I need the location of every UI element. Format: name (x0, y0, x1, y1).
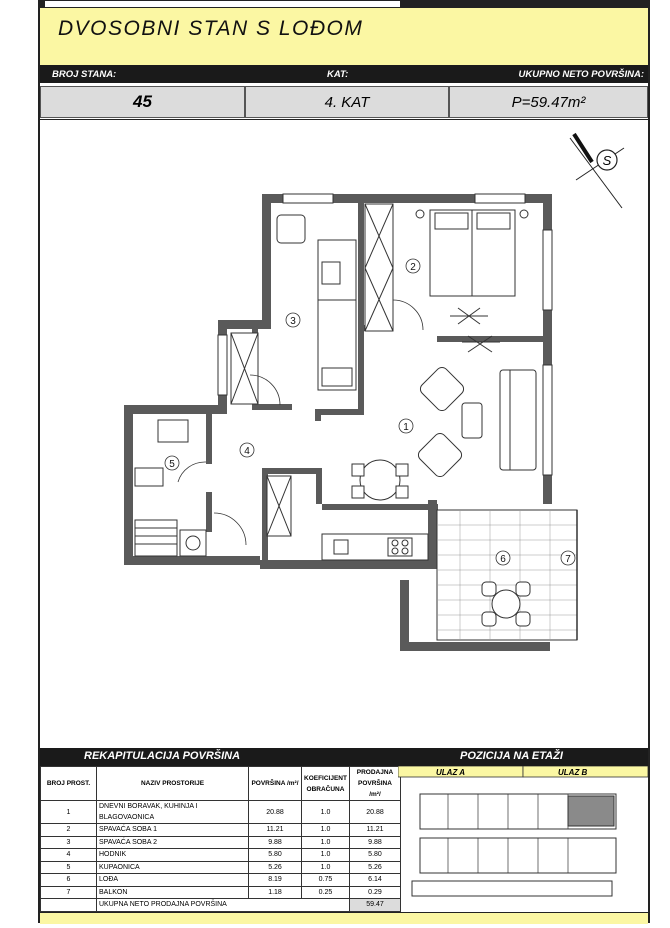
desk-and-chair (277, 215, 356, 390)
total-label: UKUPNA NETO PRODAJNA POVRŠINA (97, 899, 350, 912)
room-marker-6: 6 (500, 554, 506, 565)
table-cell: 0.75 (302, 874, 350, 887)
table-total-row (41, 899, 401, 912)
recap-header-bar (40, 748, 648, 766)
table-cell: 5.80 (249, 849, 302, 862)
table-cell: 5.26 (249, 861, 302, 874)
table-cell: 1.0 (302, 801, 350, 824)
room-marker-1: 1 (403, 422, 409, 433)
floor-value: 4. KAT (245, 86, 449, 118)
table-row (41, 836, 401, 849)
column-header: KOEFICIJENT OBRAČUNA (302, 767, 350, 801)
bottom-strip (40, 912, 648, 924)
entrance-a-label: ULAZ A (436, 768, 466, 777)
apartment-number: 45 (40, 86, 245, 118)
table-cell: KUPAONICA (97, 861, 249, 874)
table-cell: 20.88 (349, 801, 400, 824)
table-cell: 4 (41, 849, 97, 862)
area-recap-table (40, 766, 401, 912)
double-bed (416, 210, 528, 352)
table-cell: 0.29 (349, 886, 400, 899)
table-cell: 1.0 (302, 849, 350, 862)
table-row (41, 849, 401, 862)
table-cell: 9.88 (249, 836, 302, 849)
total-value: 59.47 (349, 899, 400, 912)
floor-position-diagram (398, 766, 648, 923)
entrance-b-label: ULAZ B (558, 768, 588, 777)
position-title: POZICIJA NA ETAŽI (460, 750, 563, 762)
area-value: P=59.47m² (449, 86, 648, 118)
table-cell: 9.88 (349, 836, 400, 849)
table-cell: SPAVAĆA SOBA 2 (97, 836, 249, 849)
apartment-number-label: BROJ STANA: (52, 69, 117, 80)
column-header: BROJ PROST. (41, 767, 97, 801)
kitchen-counter (322, 534, 428, 560)
table-row (41, 861, 401, 874)
table-cell: DNEVNI BORAVAK, KUHINJA I BLAGOVAONICA (97, 801, 249, 824)
table-cell: BALKON (97, 886, 249, 899)
table-cell: 5.80 (349, 849, 400, 862)
table-cell: 1.0 (302, 836, 350, 849)
floor-plan (40, 120, 648, 745)
room-marker-2: 2 (410, 262, 416, 273)
table-header-row (41, 767, 401, 801)
table-cell: 6 (41, 874, 97, 887)
table-cell: 11.21 (349, 824, 400, 837)
column-header: NAZIV PROSTORIJE (97, 767, 249, 801)
table-cell: 2 (41, 824, 97, 837)
column-header: PRODAJNA POVRŠINA /m²/ (349, 767, 400, 801)
bathroom-fixtures (135, 420, 206, 556)
area-label: UKUPNO NETO POVRŠINA: (518, 69, 644, 80)
apartment-highlight (568, 796, 614, 826)
table-cell: 1.0 (302, 824, 350, 837)
table-cell: 8.19 (249, 874, 302, 887)
table-cell: 1.0 (302, 861, 350, 874)
loggia (400, 510, 577, 651)
table-row (41, 801, 401, 824)
table-cell: 20.88 (249, 801, 302, 824)
floor-plan-drawing (40, 120, 648, 745)
table-row (41, 874, 401, 887)
table-cell: 1.18 (249, 886, 302, 899)
table-cell: 1 (41, 801, 97, 824)
compass-letter: S (602, 153, 612, 168)
table-cell: 0.25 (302, 886, 350, 899)
table-cell: 5 (41, 861, 97, 874)
recap-title: REKAPITULACIJA POVRŠINA (84, 750, 241, 762)
room-marker-3: 3 (290, 316, 296, 327)
room-marker-7: 7 (565, 554, 571, 565)
table-cell: 7 (41, 886, 97, 899)
floor-label: KAT: (327, 69, 349, 80)
table-cell: 3 (41, 836, 97, 849)
table-row (41, 886, 401, 899)
table-cell: SPAVAĆA SOBA 1 (97, 824, 249, 837)
column-header: POVRŠINA /m²/ (249, 767, 302, 801)
north-arrow-icon (570, 134, 624, 208)
table-cell: LOĐA (97, 874, 249, 887)
info-values-row (40, 83, 648, 120)
info-header-bar (40, 65, 648, 83)
room-marker-4: 4 (244, 446, 250, 457)
table-cell: 11.21 (249, 824, 302, 837)
living-furniture (352, 365, 536, 500)
page-title: DVOSOBNI STAN S LOĐOM (58, 17, 364, 40)
room-marker-5: 5 (169, 459, 175, 470)
table-cell: HODNIK (97, 849, 249, 862)
top-strip (38, 0, 650, 8)
table-cell: 5.26 (349, 861, 400, 874)
table-row (41, 824, 401, 837)
title-banner (40, 8, 648, 66)
table-cell: 6.14 (349, 874, 400, 887)
